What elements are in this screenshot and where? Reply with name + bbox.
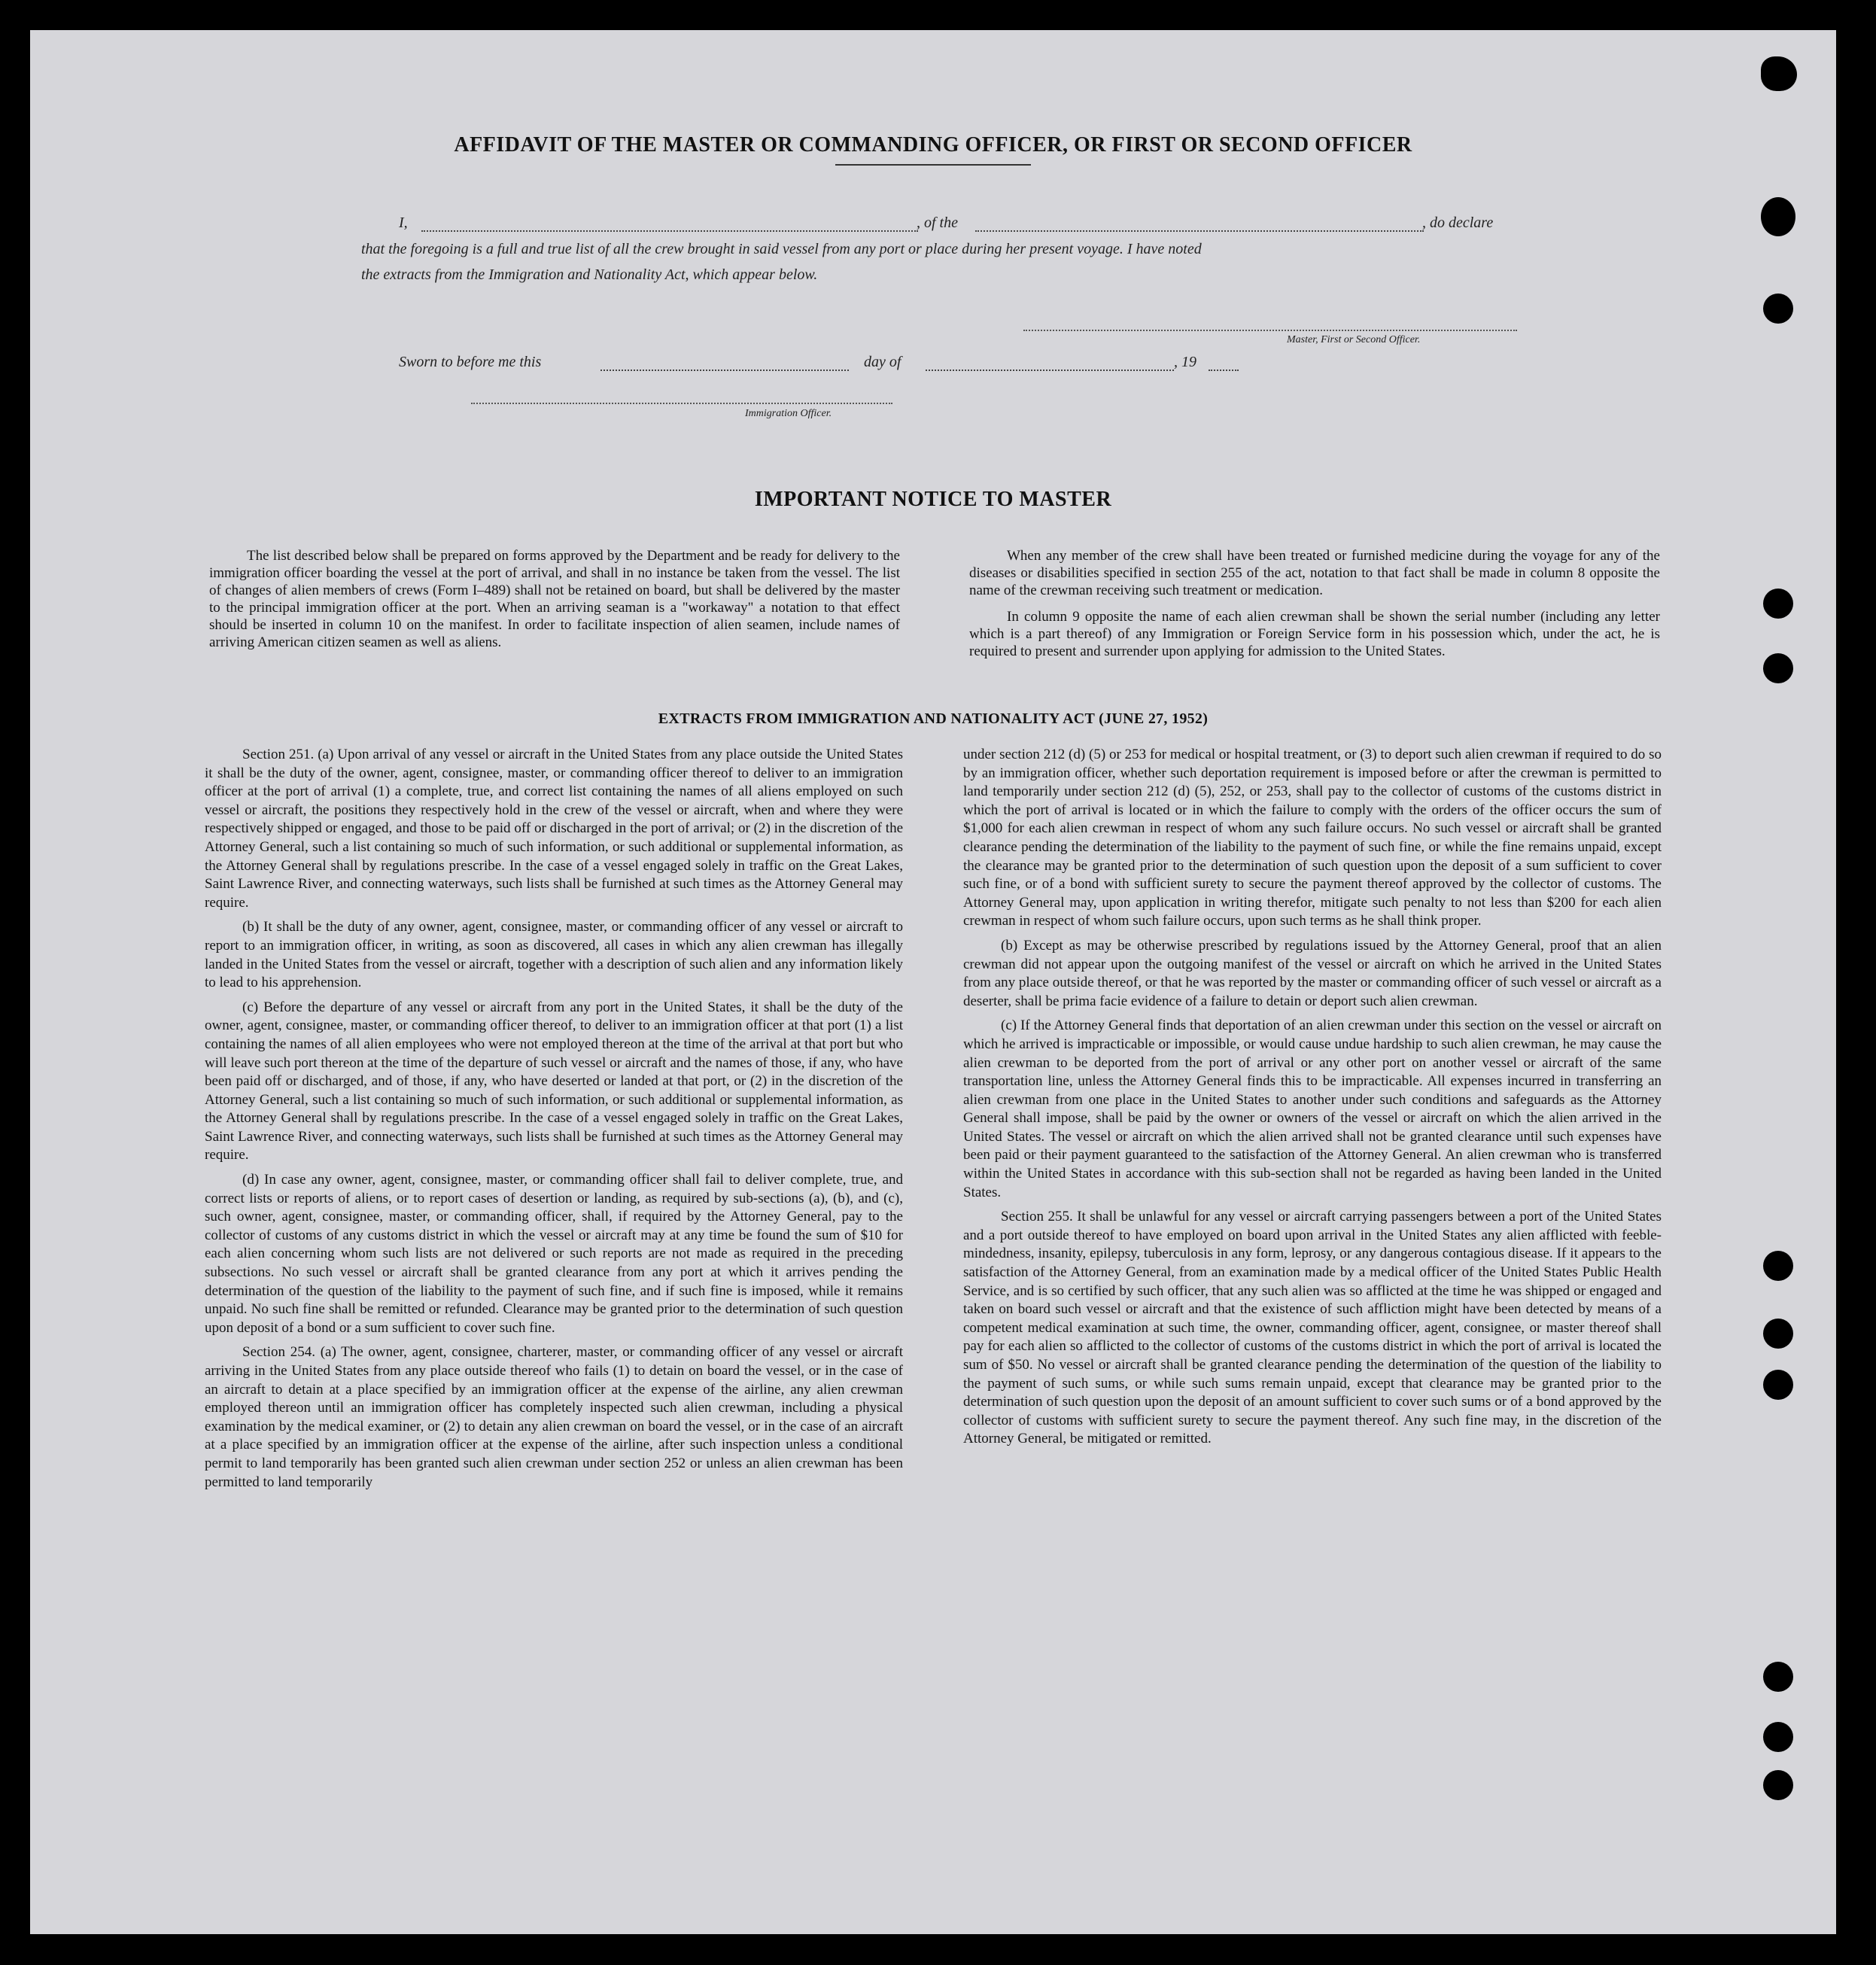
punch-hole (1763, 1662, 1793, 1692)
section-251-a: Section 251. (a) Upon arrival of any vessel or aircraft in the United States from any place outside the United States it shall be the duty of the owner, agent, consignee, master, or commanding officer thereof to deliver to an immigration officer at the port of arrival (1) a complete, true, and correct list containing the names of all aliens employed on such vessel or aircraft, the positions they respectively hold in the crew of the vessel or aircraft, when and where they were respectively shipped or engaged, and those to be paid off or discharged in the port of arrival; or (2) in the discretion of the Attorney General, such a list containing so much of such information, or such additional or supplemental information, as the Attorney General shall by regulations prescribe. In the case of a vessel engaged solely in traffic on the Great Lakes, Saint Lawrence River, and connecting waterways, such lists shall be furnished at such times as the Attorney General may require. (205, 747, 903, 911)
extracts-right-column (963, 746, 1662, 1449)
officer-label: Immigration Officer. (745, 408, 832, 419)
affidavit-line-3: the extracts from the Immigration and Nationality Act, which appear below. (361, 266, 818, 283)
affidavit-declare: , do declare (1422, 214, 1494, 231)
year-label: , 19 (1174, 354, 1196, 370)
notice-right-text-2: In column 9 opposite the name of each alien crewman shall be shown the serial number (including any letter which is a part thereof) of any Immigration or Foreign Service form in his possession which, under the act, he is required to present and surrender upon applying for admission to the United States. (969, 609, 1660, 659)
section-251-d: (d) In case any owner, agent, consignee, master, or commanding officer shall fail to deliver complete, true, and correct lists or reports of aliens, or to report cases of desertion or landing, as required by sub-sections (a), (b), and (c), such owner, agent, consignee, master, or commanding officer, shall, if required by the Attorney General, pay to the collector of customs of any customs district in which the vessel or aircraft may at any time be found the sum of $10 for each alien concerning whom such lists are not delivered or such reports are not made as required in the preceding subsections. No such vessel or aircraft shall be granted clearance from any port at which it arrives pending the determination of the question of the liability to the payment of such fine, and if such fine is imposed, while it remains unpaid. No such fine shall be remitted or refunded. Clearance may be granted prior to the determination of such question upon deposit of a bond or a sum sufficient to cover such fine. (205, 1172, 903, 1336)
extracts-left-column (205, 746, 903, 1492)
master-label: Master, First or Second Officer. (1287, 334, 1421, 345)
sworn-day-blank[interactable] (601, 370, 849, 371)
punch-hole (1763, 294, 1793, 324)
master-signature-line[interactable] (1023, 330, 1517, 331)
section-251-b: (b) It shall be the duty of any owner, agent, consignee, master, or commanding officer of any vessel or aircraft to report to an immigration officer, in writing, as soon as discovered, all cases in which any alien crewman has illegally landed in the United States from the vessel or aircraft, together with a description of such alien and any information likely to lead to his apprehension. (205, 919, 903, 991)
section-255: Section 255. It shall be unlawful for any vessel or aircraft carrying passengers between a port of the United States and a port outside thereof to have employed on board upon arrival in the United States any alien afflicted with feeble-mindedness, insanity, epilepsy, tuberculosis in any form, leprosy, or any dangerous contagious disease. If it appears to the satisfaction of the Attorney General, from an examination made by a medical officer of the United States Public Health Service, and is so certified by such officer, that any such alien was so afflicted at the time he was shipped or engaged and taken on board such vessel or aircraft and that the existence of such affliction might have been detected by means of a competent medical examination at such time, the owner, commanding officer, agent, consignee, or master thereof shall pay for each alien so afflicted to the collector of customs of the customs district in which the port of arrival is located the sum of $50. No vessel or aircraft shall be granted clearance pending the determination of the question of the liability to the payment of such sums, or while such sums remain unpaid, except that clearance may be granted prior to the determination of such question upon the deposit of an amount sufficient to cover such sums or of a bond approved by the collector of customs with sufficient surety to secure the payment thereof. Any such fine may, in the discretion of the Attorney General, be mitigated or remitted. (963, 1209, 1662, 1447)
section-251-c: (c) Before the departure of any vessel or aircraft from any port in the United States, it shall be the duty of the owner, agent, consignee, master, or commanding officer thereof, to deliver to an immigration officer at that port (1) a list containing the names of all alien employees who were not employed thereon at the time of the arrival at that port but who will leave such port thereon at the time of the departure of such vessel or aircraft and the names of those, if any, who have been paid off or discharged, and of those, if any, who have deserted or landed at that port, or (2) in the discretion of the Attorney General, such a list containing so much of such information, or such additional or supplemental information, as the Attorney General shall by regulations prescribe. In the case of a vessel engaged solely in traffic on the Great Lakes, Saint Lawrence River, and connecting waterways, such lists shall be furnished at such times as the Attorney General may require. (205, 999, 903, 1163)
affidavit-i: I, (399, 214, 408, 231)
punch-hole (1761, 197, 1795, 236)
notice-left-column (209, 547, 900, 651)
officer-signature-line[interactable] (471, 403, 892, 404)
section-254-c: (c) If the Attorney General finds that deportation of an alien crewman under this section on the vessel or aircraft on which he arrived is impracticable or impossible, or would cause undue hardship to such alien crewman, he may cause the alien crewman to be deported from the port of arrival or any other port on another vessel or aircraft of the same transportation line, unless the Attorney General finds this to be impracticable. All expenses incurred in transferring an alien crewman from one place in the United States to another under such conditions and safeguards as the Attorney General shall impose, shall be paid by the owner or owners of the vessel or aircraft on which the alien arrived in the United States. The vessel or aircraft on which the alien arrived shall not be granted clearance until such expenses have been paid or their payment guaranteed to the satisfaction of the Attorney General. An alien crewman who is transferred within the United States in accordance with this sub-section shall not be regarded as having been landed in the United States. (963, 1017, 1662, 1200)
punch-hole (1763, 1251, 1793, 1281)
affidavit-title: AFFIDAVIT OF THE MASTER OR COMMANDING OFFICER, OR FIRST OR SECOND OFFICER (454, 133, 1412, 157)
affidavit-of-the: , of the (917, 214, 958, 231)
affidavit-line-2: that the foregoing is a full and true list of all the crew brought in said vessel from any port or place during her present voyage. I have noted (361, 241, 1202, 257)
name-blank[interactable] (421, 230, 918, 232)
month-blank[interactable] (926, 370, 1174, 371)
punch-hole (1763, 1722, 1793, 1752)
section-254-a: Section 254. (a) The owner, agent, consignee, charterer, master, or commanding officer of any vessel or aircraft arriving in the United States from any place outside thereof who fails (1) to detain on board the vessel, or in the case of an aircraft to detain at a place specified by an immigration officer at the expense of the airline, any alien crewman employed thereon until an immigration officer has completely inspected such alien crewman, including a physical examination by the medical examiner, or (2) to detain any alien crewman on board the vessel, or in the case of an aircraft at a place specified by an immigration officer at the expense of the airline, after such inspection unless a conditional permit to land temporarily has been granted such alien crewman under section 252 or unless an alien crewman has been permitted to land temporarily (205, 1344, 903, 1490)
punch-hole (1763, 589, 1793, 619)
notice-title: IMPORTANT NOTICE TO MASTER (754, 488, 1112, 511)
punch-hole (1763, 1319, 1793, 1349)
punch-hole (1761, 56, 1797, 91)
punch-hole (1763, 1770, 1793, 1800)
sworn-label: Sworn to before me this (399, 354, 542, 370)
section-254-b: (b) Except as may be otherwise prescribed by regulations issued by the Attorney General, proof that an alien crewman did not appear upon the outgoing manifest of the vessel or aircraft on which he arrived in the United States from any place outside thereof, or that he was reported by the master or commanding officer of such vessel or aircraft as a deserter, shall be prima facie evidence of a failure to detain or deport such alien crewman. (963, 937, 1662, 1009)
notice-right-text-1: When any member of the crew shall have been treated or furnished medicine during the voyage for any of the diseases or disabilities specified in section 255 of the act, notation to that fact shall be made in column 8 opposite the name of the crewman receiving such treatment or medication. (969, 548, 1660, 598)
notice-right-column (969, 547, 1660, 660)
year-blank[interactable] (1209, 370, 1239, 371)
punch-hole (1763, 1370, 1793, 1400)
day-of-label: day of (864, 354, 902, 370)
extracts-title: EXTRACTS FROM IMMIGRATION AND NATIONALITY ACT (JUNE 27, 1952) (658, 710, 1209, 727)
title-rule (835, 164, 1031, 166)
section-254-a-continued: under section 212 (d) (5) or 253 for medical or hospital treatment, or (3) to deport such alien crewman if required to do so by an immigration officer, whether such deportation requirement is imposed before or after the crewman is permitted to land temporarily under section 212 (d) (5), 252, or 253, shall pay to the collector of customs of the customs district in which the port of arrival is located or in which the failure to comply with the orders of the officer occurs the sum of $1,000 for each alien crewman in respect of whom any such failure occurs. No such vessel or aircraft shall be granted clearance pending the determination of the liability to the payment of such fine, or while the fine remains unpaid, except the clearance may be granted prior to the determination of such question upon the deposit of a sum sufficient to cover such fine, or of a bond with sufficient surety to secure the payment thereof approved by the collector of customs. The Attorney General may, upon application in writing therefor, mitigate such penalty to not less than $200 for each alien crewman in respect of whom such failure occurs, upon such terms as he shall think proper. (963, 747, 1662, 929)
notice-left-text: The list described below shall be prepared on forms approved by the Department and be ready for delivery to the immigration officer boarding the vessel at the port of arrival, and shall in no instance be taken from the vessel. The list of changes of alien members of crews (Form I–489) shall not be retained on board, but shall be delivered by the master to the principal immigration officer at the port. When an arriving seaman is a "workaway" a notation to that effect should be inserted in column 10 on the manifest. In order to facilitate inspection of alien seamen, include names of arriving American citizen seamen as well as aliens. (209, 548, 900, 650)
document-page (30, 30, 1836, 1934)
vessel-blank[interactable] (975, 230, 1424, 232)
punch-hole (1763, 653, 1793, 683)
